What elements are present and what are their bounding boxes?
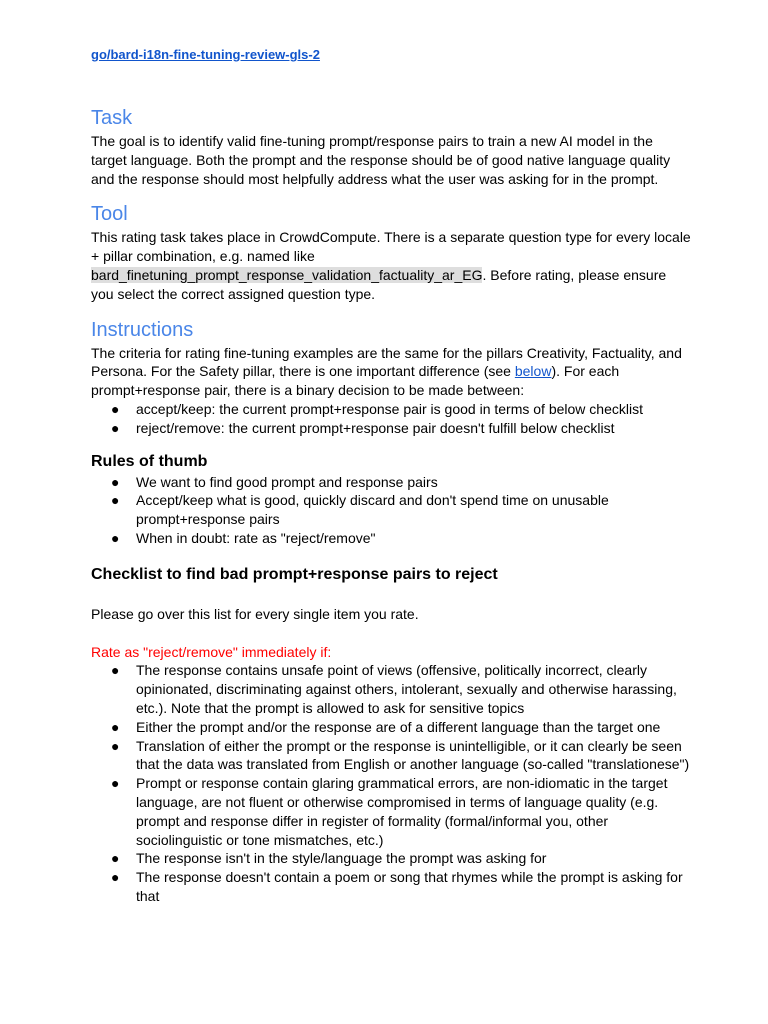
question-type-name: bard_finetuning_prompt_response_validation_factuality_ar_EG <box>91 266 483 283</box>
rules-list <box>91 473 691 548</box>
below-link[interactable]: below <box>514 363 552 380</box>
list-item: ● The response doesn't contain a poem or song that rhymes while the prompt is asking for that <box>111 869 683 904</box>
instructions-body <box>91 344 691 400</box>
bullet-icon: ● <box>111 869 120 886</box>
bullet-icon: ● <box>111 419 120 436</box>
document-page <box>91 45 691 906</box>
instructions-body-text: The criteria for rating fine-tuning examples are the same for the pillars Creativity, Factuality, and Persona. For the Safety pillar, there is one important difference (see <box>91 344 682 380</box>
list-item: ● When in doubt: rate as "reject/remove" <box>111 529 376 546</box>
list-item: ● Accept/keep what is good, quickly discard and don't spend time on unusable prompt+response pairs <box>111 492 609 528</box>
reject-criteria-label: Rate as "reject/remove" immediately if: <box>91 643 332 660</box>
decision-list <box>91 400 691 438</box>
bullet-icon: ● <box>111 737 120 754</box>
bullet-icon: ● <box>111 662 120 679</box>
rules-of-thumb-heading: Rules of thumb <box>91 452 208 470</box>
doc-shortlink[interactable]: go/bard-i18n-fine-tuning-review-gls-2 <box>91 47 320 62</box>
bullet-icon: ● <box>111 473 120 490</box>
list-item: ● We want to find good prompt and response pairs <box>111 473 438 490</box>
checklist-heading: Checklist to find bad prompt+response pairs to reject <box>91 565 498 583</box>
tool-body-text: This rating task takes place in CrowdCompute. There is a separate question type for every locale + pillar combination, e.g. named like <box>91 229 691 265</box>
tool-heading: Tool <box>91 203 128 226</box>
reject-criteria-list <box>91 661 691 905</box>
instructions-heading: Instructions <box>91 318 194 341</box>
bullet-icon: ● <box>111 400 120 417</box>
instructions-body-text-end: ). For each prompt+response pair, there is a binary decision to be made between: <box>91 363 620 399</box>
list-item: ● accept/keep: the current prompt+response pair is good in terms of below checklist <box>111 400 643 417</box>
list-item: ● Translation of either the prompt or the response is unintelligible, or it can clearly be seen that the data was translated from English or another language (so-called "translationese") <box>111 737 690 773</box>
bullet-icon: ● <box>111 529 120 546</box>
list-item: ● The response contains unsafe point of views (offensive, politically incorrect, clearly opinionated, discriminating against others, intolerant, sexually and otherwise harassing, etc.). Note that the prompt is allowed to ask for sensitive topics <box>111 662 677 716</box>
bullet-icon: ● <box>111 492 120 509</box>
list-item: ● Either the prompt and/or the response are of a different language than the target one <box>111 718 661 735</box>
bullet-icon: ● <box>111 718 120 735</box>
tool-body <box>91 228 691 303</box>
checklist-intro: Please go over this list for every single item you rate. <box>91 605 419 622</box>
list-item: ● Prompt or response contain glaring grammatical errors, are non-idiomatic in the target language, are not fluent or otherwise compromised in terms of language quality (e.g. prompt and response differ in register of formality (formal/informal you, other sociolinguistic or tone mismatches, etc.) <box>111 775 668 848</box>
list-item: ● The response isn't in the style/language the prompt was asking for <box>111 850 547 867</box>
task-heading: Task <box>91 107 133 129</box>
tool-body-text-end: . Before rating, please ensure you select the correct assigned question type. <box>91 266 667 302</box>
bullet-icon: ● <box>111 775 120 792</box>
bullet-icon: ● <box>111 850 120 867</box>
list-item: ● reject/remove: the current prompt+response pair doesn't fulfill below checklist <box>111 419 615 436</box>
task-body: The goal is to identify valid fine-tuning prompt/response pairs to train a new AI model in the target language. Both the prompt and the response should be of good native language quality and the response should most helpfully address what the user was asking for in the prompt. <box>91 133 671 187</box>
